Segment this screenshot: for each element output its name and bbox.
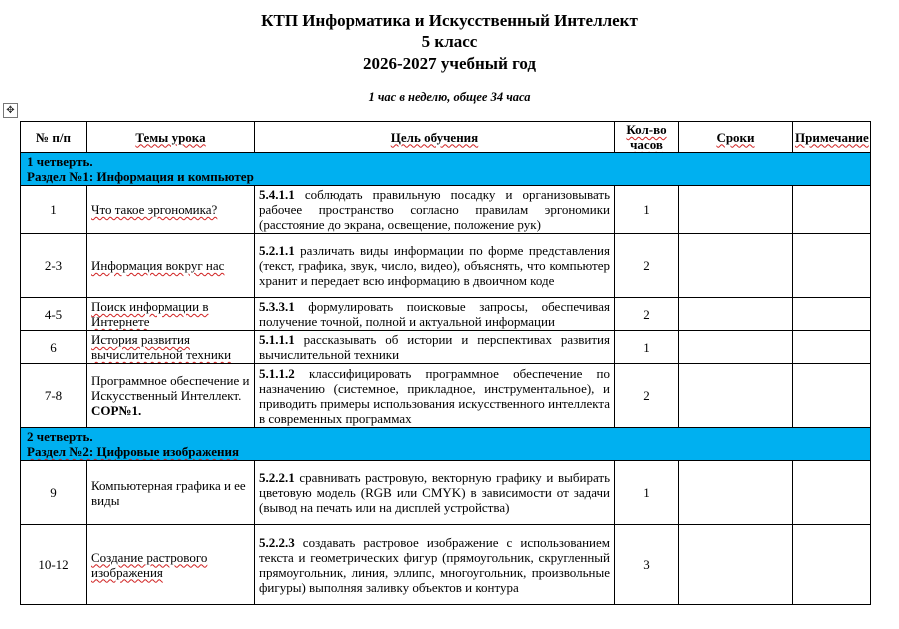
grade-label: 5 класс xyxy=(421,32,478,51)
row-topic: Поиск информации в Интернете xyxy=(87,298,255,331)
row-goal: 5.1.1.2 классифицировать программное обеспечение по назначению (системное, прикладное, инструментальное), и приводить примеры использования искусственного интеллекта в современных программах xyxy=(255,364,615,428)
row-hours: 2 xyxy=(615,364,679,428)
row-notes[interactable] xyxy=(793,461,871,525)
table-header-row xyxy=(21,122,871,153)
row-num: 9 xyxy=(21,461,87,525)
row-notes[interactable] xyxy=(793,525,871,605)
header-dates: Сроки xyxy=(679,122,793,153)
section-row xyxy=(21,153,871,186)
row-notes[interactable] xyxy=(793,234,871,298)
section-row xyxy=(21,428,871,461)
section-cell xyxy=(21,428,871,461)
row-dates[interactable] xyxy=(679,331,793,364)
row-num: 10-12 xyxy=(21,525,87,605)
row-topic: Информация вокруг нас xyxy=(87,234,255,298)
section-label: Раздел №2: Цифровые изображения xyxy=(27,444,240,459)
row-num: 4-5 xyxy=(21,298,87,331)
row-num: 2-3 xyxy=(21,234,87,298)
row-num: 6 xyxy=(21,331,87,364)
header-goal: Цель обучения xyxy=(255,122,615,153)
row-hours: 1 xyxy=(615,331,679,364)
table-row xyxy=(21,298,871,331)
quarter-label: 2 четверть. xyxy=(27,429,93,444)
row-dates[interactable] xyxy=(679,298,793,331)
row-goal: 5.3.3.1 формулировать поисковые запросы, обеспечивая получение точной, полной и актуальной информации xyxy=(255,298,615,331)
row-topic: Создание растрового изображения xyxy=(87,525,255,605)
table-row xyxy=(21,364,871,428)
school-year-label: 2026-2027 учебный год xyxy=(362,54,537,73)
row-topic: История развития вычислительной техники xyxy=(87,331,255,364)
row-num: 1 xyxy=(21,186,87,234)
row-hours: 1 xyxy=(615,186,679,234)
row-goal: 5.4.1.1 соблюдать правильную посадку и организовывать рабочее пространство согласно правилам эргономики (расстояние до экрана, освещение, положение рук) xyxy=(255,186,615,234)
row-notes[interactable] xyxy=(793,298,871,331)
header-num: № п/п xyxy=(21,122,87,153)
row-hours: 2 xyxy=(615,234,679,298)
table-row xyxy=(21,525,871,605)
quarter-label: 1 четверть. xyxy=(27,154,93,169)
row-num: 7-8 xyxy=(21,364,87,428)
row-goal: 5.2.2.1 сравнивать растровую, векторную графику и выбирать цветовую модель (RGB или CMYK) в зависимости от задачи (вывод на печать или на дисплей устройства) xyxy=(255,461,615,525)
header-notes: Примечание xyxy=(793,122,871,153)
table-row xyxy=(21,461,871,525)
row-dates[interactable] xyxy=(679,234,793,298)
row-hours: 2 xyxy=(615,298,679,331)
header-hours: Кол-во часов xyxy=(615,122,679,153)
table-row xyxy=(21,331,871,364)
document-title: КТП Информатика и Искусственный Интеллект xyxy=(261,11,638,30)
header-topic: Темы урока xyxy=(87,122,255,153)
row-topic: Компьютерная графика и ее виды xyxy=(87,461,255,525)
table-row xyxy=(21,186,871,234)
row-dates[interactable] xyxy=(679,461,793,525)
row-dates[interactable] xyxy=(679,364,793,428)
row-goal: 5.1.1.1 рассказывать об истории и перспективах развития вычислительной техники xyxy=(255,331,615,364)
row-dates[interactable] xyxy=(679,186,793,234)
row-notes[interactable] xyxy=(793,331,871,364)
row-goal: 5.2.2.3 создавать растровое изображение с использованием текста и геометрических фигур (прямоугольник, скругленный прямоугольник, линия, эллипс, многоугольник, произвольные фигуры) выполняя заливку объектов и контура xyxy=(255,525,615,605)
row-hours: 1 xyxy=(615,461,679,525)
section-label: Раздел №1: Информация и компьютер xyxy=(27,169,254,184)
row-notes[interactable] xyxy=(793,364,871,428)
row-notes[interactable] xyxy=(793,186,871,234)
table-move-handle-icon[interactable]: ✥ xyxy=(3,103,18,118)
lesson-plan-table xyxy=(20,121,871,605)
row-goal: 5.2.1.1 различать виды информации по форме представления (текст, графика, звук, число, видео), объяснять, что компьютер хранит и передает всю информацию в двоичном коде xyxy=(255,234,615,298)
row-topic: Программное обеспечение и Искусственный Интеллект. СОР№1. xyxy=(87,364,255,428)
row-topic: Что такое эргономика? xyxy=(87,186,255,234)
row-dates[interactable] xyxy=(679,525,793,605)
table-row xyxy=(21,234,871,298)
section-cell xyxy=(21,153,871,186)
row-hours: 3 xyxy=(615,525,679,605)
hours-subtitle: 1 час в неделю, общее 34 часа xyxy=(368,90,531,104)
